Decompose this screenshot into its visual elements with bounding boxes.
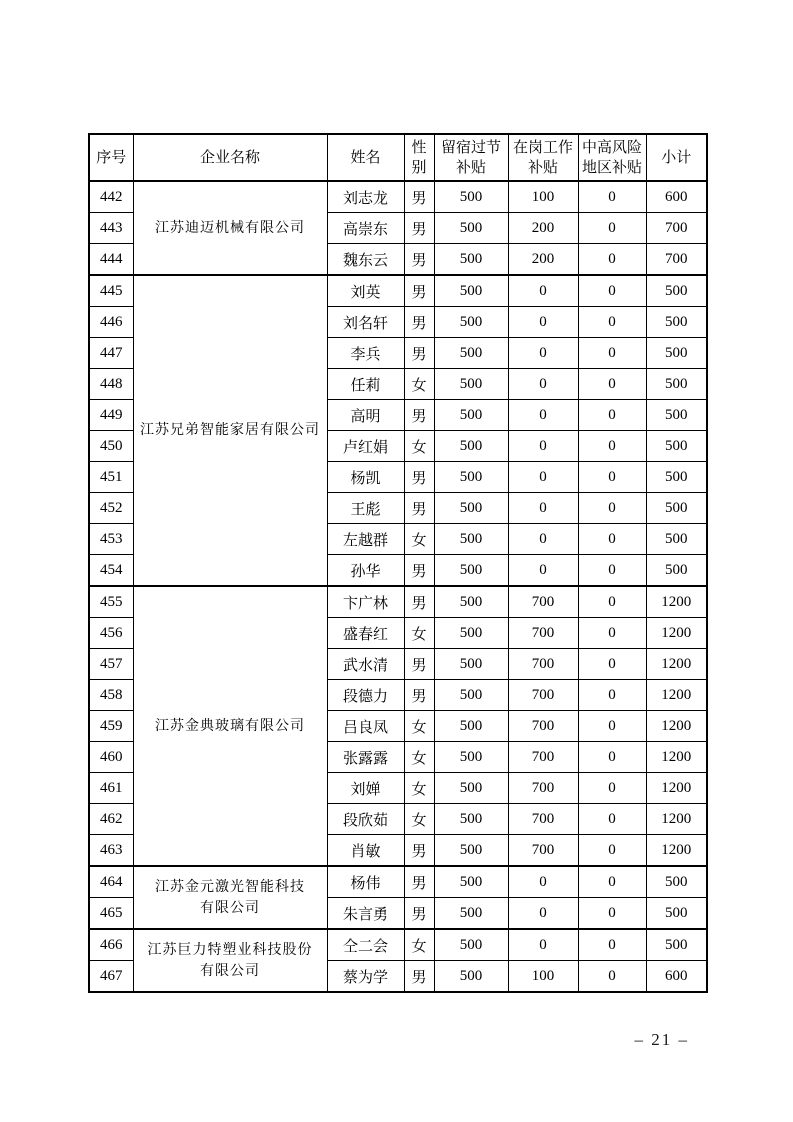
- risk-subsidy-cell: 0: [578, 866, 646, 898]
- subtotal-cell: 500: [646, 524, 707, 555]
- subtotal-cell: 500: [646, 898, 707, 930]
- subtotal-cell: 500: [646, 555, 707, 587]
- work-subsidy-cell: 700: [508, 649, 578, 680]
- subtotal-cell: 500: [646, 929, 707, 961]
- stay-subsidy-cell: 500: [434, 462, 508, 493]
- work-subsidy-cell: 700: [508, 773, 578, 804]
- subsidy-table: [88, 133, 708, 993]
- column-header-subtotal: [646, 134, 707, 181]
- stay-subsidy-cell: 500: [434, 369, 508, 400]
- risk-subsidy-cell: 0: [578, 462, 646, 493]
- table-header: [89, 134, 707, 181]
- work-subsidy-cell: 700: [508, 680, 578, 711]
- employee-name-cell: 高明: [327, 400, 404, 431]
- company-name-cell: [133, 181, 327, 275]
- employee-name-cell: 高崇东: [327, 213, 404, 244]
- stay-subsidy-cell: 500: [434, 524, 508, 555]
- company-name-cell: [133, 275, 327, 586]
- table-row: [89, 929, 707, 961]
- risk-subsidy-cell: 0: [578, 898, 646, 930]
- serial-number-cell: 462: [89, 804, 133, 835]
- subtotal-cell: 500: [646, 493, 707, 524]
- serial-number-cell: 445: [89, 275, 133, 307]
- risk-subsidy-cell: 0: [578, 307, 646, 338]
- stay-subsidy-cell: 500: [434, 493, 508, 524]
- stay-subsidy-cell: 500: [434, 866, 508, 898]
- serial-number-cell: 448: [89, 369, 133, 400]
- serial-number-cell: 458: [89, 680, 133, 711]
- column-header-work_subsidy: [508, 134, 578, 181]
- risk-subsidy-cell: 0: [578, 555, 646, 587]
- risk-subsidy-cell: 0: [578, 618, 646, 649]
- gender-cell: 男: [404, 338, 434, 369]
- gender-cell: 男: [404, 462, 434, 493]
- gender-cell: 男: [404, 275, 434, 307]
- gender-cell: 女: [404, 431, 434, 462]
- risk-subsidy-cell: 0: [578, 524, 646, 555]
- subtotal-cell: 500: [646, 866, 707, 898]
- employee-name-cell: 朱言勇: [327, 898, 404, 930]
- subtotal-cell: 1200: [646, 680, 707, 711]
- gender-cell: 男: [404, 898, 434, 930]
- risk-subsidy-cell: 0: [578, 275, 646, 307]
- work-subsidy-cell: 0: [508, 555, 578, 587]
- work-subsidy-cell: 0: [508, 400, 578, 431]
- serial-number-cell: 456: [89, 618, 133, 649]
- table-row: [89, 586, 707, 618]
- subtotal-cell: 1200: [646, 773, 707, 804]
- work-subsidy-cell: 100: [508, 181, 578, 213]
- company-name-line: 江苏金元激光智能科技: [155, 879, 305, 895]
- serial-number-cell: 459: [89, 711, 133, 742]
- column-header-stay_subsidy: [434, 134, 508, 181]
- gender-cell: 男: [404, 866, 434, 898]
- stay-subsidy-cell: 500: [434, 929, 508, 961]
- stay-subsidy-cell: 500: [434, 400, 508, 431]
- column-header-seq: [89, 134, 133, 181]
- stay-subsidy-cell: 500: [434, 586, 508, 618]
- gender-cell: 女: [404, 929, 434, 961]
- subtotal-cell: 1200: [646, 618, 707, 649]
- column-header-gender: [404, 134, 434, 181]
- subtotal-cell: 500: [646, 307, 707, 338]
- risk-subsidy-cell: 0: [578, 711, 646, 742]
- work-subsidy-cell: 700: [508, 804, 578, 835]
- company-name-line: 江苏巨力特塑业科技股份: [147, 942, 313, 958]
- stay-subsidy-cell: 500: [434, 618, 508, 649]
- gender-cell: 女: [404, 524, 434, 555]
- employee-name-cell: 卢红娟: [327, 431, 404, 462]
- subtotal-cell: 600: [646, 961, 707, 993]
- work-subsidy-cell: 100: [508, 961, 578, 993]
- subtotal-cell: 500: [646, 275, 707, 307]
- gender-cell: 男: [404, 835, 434, 867]
- subtotal-cell: 500: [646, 369, 707, 400]
- company-name-line: 有限公司: [200, 963, 260, 979]
- stay-subsidy-cell: 500: [434, 961, 508, 993]
- work-subsidy-cell: 700: [508, 711, 578, 742]
- gender-cell: 女: [404, 804, 434, 835]
- stay-subsidy-cell: 500: [434, 898, 508, 930]
- risk-subsidy-cell: 0: [578, 213, 646, 244]
- stay-subsidy-cell: 500: [434, 244, 508, 276]
- gender-cell: 男: [404, 181, 434, 213]
- table-row: [89, 275, 707, 307]
- column-header-line: 补贴: [527, 159, 558, 176]
- gender-cell: 女: [404, 369, 434, 400]
- employee-name-cell: 左越群: [327, 524, 404, 555]
- work-subsidy-cell: 0: [508, 338, 578, 369]
- subtotal-cell: 1200: [646, 649, 707, 680]
- work-subsidy-cell: 0: [508, 866, 578, 898]
- employee-name-cell: 刘婵: [327, 773, 404, 804]
- subtotal-cell: 600: [646, 181, 707, 213]
- serial-number-cell: 467: [89, 961, 133, 993]
- risk-subsidy-cell: 0: [578, 338, 646, 369]
- serial-number-cell: 444: [89, 244, 133, 276]
- work-subsidy-cell: 0: [508, 369, 578, 400]
- employee-name-cell: 杨凯: [327, 462, 404, 493]
- work-subsidy-cell: 0: [508, 898, 578, 930]
- subtotal-cell: 1200: [646, 711, 707, 742]
- employee-name-cell: 卞广林: [327, 586, 404, 618]
- company-name-cell: [133, 586, 327, 866]
- serial-number-cell: 460: [89, 742, 133, 773]
- subtotal-cell: 700: [646, 244, 707, 276]
- work-subsidy-cell: 0: [508, 929, 578, 961]
- serial-number-cell: 450: [89, 431, 133, 462]
- company-name-cell: [133, 866, 327, 929]
- employee-name-cell: 盛春红: [327, 618, 404, 649]
- serial-number-cell: 443: [89, 213, 133, 244]
- gender-cell: 女: [404, 773, 434, 804]
- work-subsidy-cell: 0: [508, 275, 578, 307]
- risk-subsidy-cell: 0: [578, 835, 646, 867]
- gender-cell: 男: [404, 649, 434, 680]
- stay-subsidy-cell: 500: [434, 307, 508, 338]
- table-row: [89, 181, 707, 213]
- serial-number-cell: 447: [89, 338, 133, 369]
- serial-number-cell: 442: [89, 181, 133, 213]
- serial-number-cell: 461: [89, 773, 133, 804]
- column-header-line: 在岗工作: [512, 139, 573, 156]
- risk-subsidy-cell: 0: [578, 961, 646, 993]
- stay-subsidy-cell: 500: [434, 181, 508, 213]
- risk-subsidy-cell: 0: [578, 400, 646, 431]
- risk-subsidy-cell: 0: [578, 929, 646, 961]
- subtotal-cell: 700: [646, 213, 707, 244]
- gender-cell: 男: [404, 586, 434, 618]
- employee-name-cell: 张露露: [327, 742, 404, 773]
- serial-number-cell: 455: [89, 586, 133, 618]
- gender-cell: 男: [404, 961, 434, 993]
- column-header-line: 企业名称: [199, 149, 260, 166]
- gender-cell: 男: [404, 680, 434, 711]
- work-subsidy-cell: 700: [508, 618, 578, 649]
- work-subsidy-cell: 700: [508, 835, 578, 867]
- page-number: – 21 –: [634, 1030, 689, 1049]
- employee-name-cell: 刘志龙: [327, 181, 404, 213]
- risk-subsidy-cell: 0: [578, 586, 646, 618]
- employee-name-cell: 魏东云: [327, 244, 404, 276]
- gender-cell: 男: [404, 213, 434, 244]
- subtotal-cell: 1200: [646, 835, 707, 867]
- stay-subsidy-cell: 500: [434, 431, 508, 462]
- work-subsidy-cell: 200: [508, 213, 578, 244]
- column-header-line: 小计: [661, 149, 692, 166]
- column-header-risk_subsidy: [578, 134, 646, 181]
- stay-subsidy-cell: 500: [434, 338, 508, 369]
- risk-subsidy-cell: 0: [578, 742, 646, 773]
- table-header-row: [89, 134, 707, 181]
- company-name-line: 江苏兄弟智能家居有限公司: [140, 423, 320, 438]
- serial-number-cell: 464: [89, 866, 133, 898]
- work-subsidy-cell: 0: [508, 462, 578, 493]
- work-subsidy-cell: 0: [508, 307, 578, 338]
- column-header-line: 补贴: [455, 159, 486, 176]
- employee-name-cell: 段德力: [327, 680, 404, 711]
- work-subsidy-cell: 0: [508, 431, 578, 462]
- gender-cell: 男: [404, 555, 434, 587]
- gender-cell: 女: [404, 618, 434, 649]
- stay-subsidy-cell: 500: [434, 773, 508, 804]
- serial-number-cell: 446: [89, 307, 133, 338]
- stay-subsidy-cell: 500: [434, 742, 508, 773]
- gender-cell: 女: [404, 742, 434, 773]
- company-name-cell: [133, 929, 327, 992]
- column-header-name: [327, 134, 404, 181]
- serial-number-cell: 457: [89, 649, 133, 680]
- serial-number-cell: 454: [89, 555, 133, 587]
- serial-number-cell: 453: [89, 524, 133, 555]
- serial-number-cell: 465: [89, 898, 133, 930]
- employee-name-cell: 武水清: [327, 649, 404, 680]
- stay-subsidy-cell: 500: [434, 680, 508, 711]
- employee-name-cell: 杨伟: [327, 866, 404, 898]
- company-name-line: 江苏迪迈机械有限公司: [155, 220, 305, 236]
- risk-subsidy-cell: 0: [578, 431, 646, 462]
- column-header-line: 序号: [96, 149, 127, 166]
- gender-cell: 男: [404, 307, 434, 338]
- work-subsidy-cell: 200: [508, 244, 578, 276]
- work-subsidy-cell: 0: [508, 524, 578, 555]
- column-header-company: [133, 134, 327, 181]
- subtotal-cell: 1200: [646, 804, 707, 835]
- company-name-line: 江苏金典玻璃有限公司: [155, 718, 305, 734]
- employee-name-cell: 蔡为学: [327, 961, 404, 993]
- stay-subsidy-cell: 500: [434, 835, 508, 867]
- employee-name-cell: 李兵: [327, 338, 404, 369]
- work-subsidy-cell: 700: [508, 586, 578, 618]
- stay-subsidy-cell: 500: [434, 804, 508, 835]
- subtotal-cell: 500: [646, 338, 707, 369]
- employee-name-cell: 段欣茹: [327, 804, 404, 835]
- subtotal-cell: 1200: [646, 586, 707, 618]
- risk-subsidy-cell: 0: [578, 649, 646, 680]
- serial-number-cell: 451: [89, 462, 133, 493]
- serial-number-cell: 452: [89, 493, 133, 524]
- work-subsidy-cell: 700: [508, 742, 578, 773]
- risk-subsidy-cell: 0: [578, 244, 646, 276]
- stay-subsidy-cell: 500: [434, 649, 508, 680]
- employee-name-cell: 吕良凤: [327, 711, 404, 742]
- gender-cell: 男: [404, 400, 434, 431]
- serial-number-cell: 449: [89, 400, 133, 431]
- employee-name-cell: 刘名轩: [327, 307, 404, 338]
- stay-subsidy-cell: 500: [434, 213, 508, 244]
- serial-number-cell: 463: [89, 835, 133, 867]
- risk-subsidy-cell: 0: [578, 680, 646, 711]
- risk-subsidy-cell: 0: [578, 773, 646, 804]
- column-header-line: 留宿过节: [440, 139, 501, 156]
- column-header-line: 地区补贴: [581, 159, 642, 176]
- company-name-line: 有限公司: [200, 900, 260, 916]
- column-header-line: 性别: [411, 139, 427, 176]
- table-row: [89, 866, 707, 898]
- subtotal-cell: 500: [646, 431, 707, 462]
- stay-subsidy-cell: 500: [434, 555, 508, 587]
- gender-cell: 男: [404, 493, 434, 524]
- stay-subsidy-cell: 500: [434, 711, 508, 742]
- employee-name-cell: 肖敏: [327, 835, 404, 867]
- serial-number-cell: 466: [89, 929, 133, 961]
- table-body: [89, 181, 707, 992]
- risk-subsidy-cell: 0: [578, 369, 646, 400]
- gender-cell: 男: [404, 244, 434, 276]
- employee-name-cell: 仝二会: [327, 929, 404, 961]
- risk-subsidy-cell: 0: [578, 804, 646, 835]
- risk-subsidy-cell: 0: [578, 493, 646, 524]
- work-subsidy-cell: 0: [508, 493, 578, 524]
- employee-name-cell: 孙华: [327, 555, 404, 587]
- subtotal-cell: 1200: [646, 742, 707, 773]
- column-header-line: 中高风险: [581, 139, 642, 156]
- employee-name-cell: 王彪: [327, 493, 404, 524]
- subtotal-cell: 500: [646, 400, 707, 431]
- employee-name-cell: 任莉: [327, 369, 404, 400]
- risk-subsidy-cell: 0: [578, 181, 646, 213]
- gender-cell: 女: [404, 711, 434, 742]
- subtotal-cell: 500: [646, 462, 707, 493]
- employee-name-cell: 刘英: [327, 275, 404, 307]
- column-header-line: 姓名: [350, 149, 381, 166]
- stay-subsidy-cell: 500: [434, 275, 508, 307]
